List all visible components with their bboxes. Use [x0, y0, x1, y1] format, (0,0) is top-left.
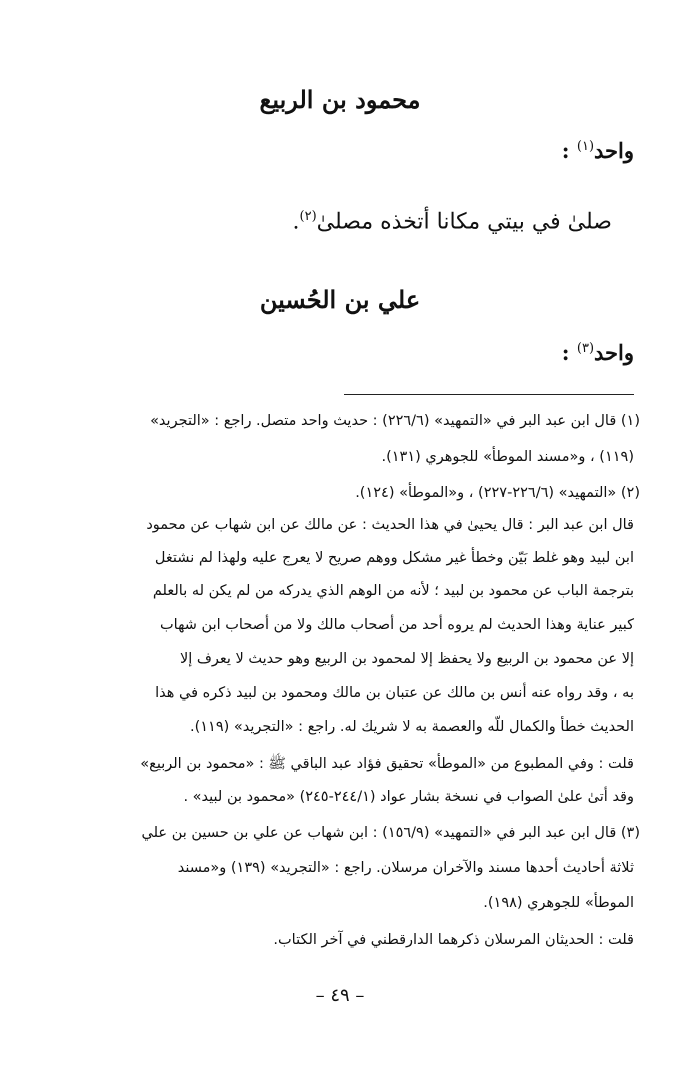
page-number: – ٤٩ – [315, 985, 365, 1006]
count-label-ali [562, 340, 634, 365]
colon: : [561, 340, 570, 365]
footnote-line: بترجمة الباب عن محمود بن لبيد ؛ لأنه من الوهم الذي يدركه من لم يكن له بالعلم [152, 583, 634, 599]
footnote-ref-2: (٢) [299, 209, 317, 224]
hadith-end: . [292, 209, 300, 235]
footnote-line: (١١٩) ، و«مسند الموطأ» للجوهري (١٣١). [381, 449, 634, 465]
footnote-line: قلت : وفي المطبوع من «الموطأ» تحقيق فؤاد عبد الباقي ﷺ : «محمود بن الربيع» [140, 756, 634, 772]
footnote-line: كبير عناية وهذا الحديث لم يروه أحد من أصحاب مالك ولا من أصحاب ابن شهاب [160, 617, 634, 633]
count-label-text: واحد [594, 340, 634, 365]
footnote-ref-1: (١) [576, 139, 595, 154]
colon: : [561, 138, 570, 163]
section-title-ali: علي بن الحُسين [259, 285, 421, 314]
footnote-line: قلت : الحديثان المرسلان ذكرهما الدارقطني في آخر الكتاب. [273, 932, 634, 948]
section-title-mahmud: محمود بن الربيع [259, 85, 421, 114]
count-label-text: واحد [594, 138, 634, 163]
hadith-body: صلىٰ في بيتي مكانا أتخذه مصلىٰ [316, 209, 612, 235]
footnote-line: قال ابن عبد البر : قال يحيىٰ في هذا الحديث : عن مالك عن ابن شهاب عن محمود [146, 517, 634, 533]
footnote-line: به ، وقد رواه عنه أنس بن مالك عن عتبان بن مالك ومحمود بن لبيد ذكره في هذا [155, 685, 634, 701]
footnote-line: وقد أتىٰ علىٰ الصواب في نسخة بشار عواد (٢٤٤/١-٢٤٥) «محمود بن لبيد» . [183, 789, 634, 805]
footnote-line: ثلاثة أحاديث أحدها مسند والآخران مرسلان. راجع : «التجريد» (١٣٩) و«مسند [177, 860, 634, 876]
footnote-line: (١) قال ابن عبد البر في «التمهيد» (٢٢٦/٦) : حديث واحد متصل. راجع : «التجريد» [150, 413, 640, 429]
footnote-line: (٣) قال ابن عبد البر في «التمهيد» (١٥٦/٩) : ابن شهاب عن علي بن حسين بن علي [141, 825, 640, 841]
footnote-line: الموطأ» للجوهري (١٩٨). [483, 895, 634, 911]
footnote-line: إلا عن محمود بن الربيع ولا يحفظ إلا لمحمود بن الربيع وهو حديث لا يعرف إلا [179, 651, 634, 667]
footnote-line: (٢) «التمهيد» (٢٢٦/٦-٢٢٧) ، و«الموطأ» (١٢٤). [355, 485, 640, 501]
footnote-line: ابن لبيد وهو غلط بَيّن وخطأ غير مشكل ووهم صريح لا يعرج عليه ولهذا لم نشتغل [154, 550, 634, 566]
hadith-text-mahmud [293, 209, 612, 234]
footnote-line: الحديث خطأ والكمال للّه والعصمة به لا شريك له. راجع : «التجريد» (١١٩). [189, 719, 634, 735]
count-label-mahmud [562, 138, 634, 163]
footnote-ref-3: (٣) [576, 341, 595, 356]
footnote-separator [344, 394, 634, 395]
